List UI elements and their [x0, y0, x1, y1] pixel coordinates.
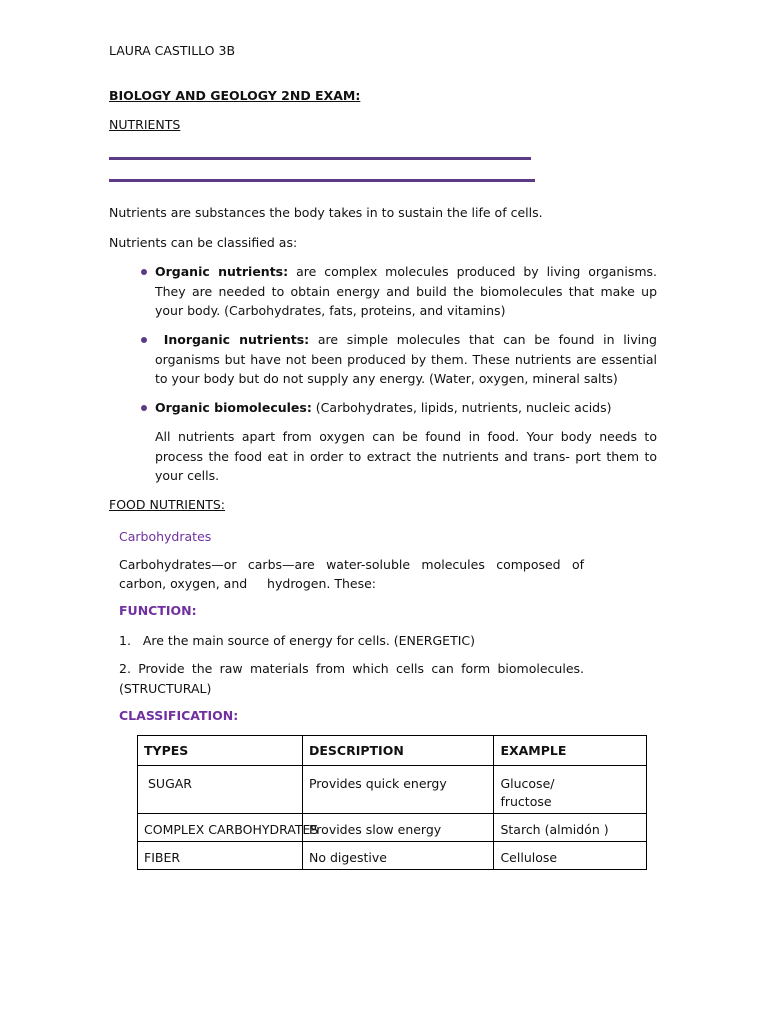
bullet-marker — [141, 405, 147, 411]
bullet-text: are complex molecules produced by living organisms. They are needed to obtain energy and build the biomolecules that make up your body. (Carbohydrates, fats, proteins, and vitamins) — [155, 264, 657, 318]
food-nutrients-title: FOOD NUTRIENTS: — [109, 497, 226, 512]
bullet-label: Organic nutrients: — [155, 264, 289, 279]
divider-line-1 — [109, 157, 531, 160]
author-header: LAURA CASTILLO 3B — [109, 43, 236, 58]
divider-line-2 — [109, 179, 535, 182]
classification-heading: CLASSIFICATION: — [119, 708, 239, 723]
exam-title: BIOLOGY AND GEOLOGY 2ND EXAM: — [109, 88, 361, 103]
table-cell: Cellulose — [494, 842, 647, 870]
table-cell: Provides slow energy — [302, 814, 493, 842]
bullet-organic-biomolecules — [155, 398, 657, 418]
bullet-organic-nutrients — [155, 262, 657, 321]
table-row — [138, 766, 647, 814]
function-item-2: 2. Provide the raw materials from which cells can form biomolecules. (STRUCTURAL) — [119, 661, 584, 696]
table-header-row — [138, 736, 647, 766]
function-heading: FUNCTION: — [119, 603, 197, 618]
bullet-text: are simple molecules that can be found in living organisms but have not been produced by them. These nutrients are essential to your body but do not supply any energy. (Water, oxygen, mineral salts) — [155, 332, 657, 386]
table-cell: Glucose/ fructose — [494, 766, 647, 814]
table-header: DESCRIPTION — [302, 736, 493, 766]
carbohydrate-classification-table — [137, 735, 647, 870]
bullet-label: Organic biomolecules: — [155, 400, 312, 415]
table-row — [138, 814, 647, 842]
classification-intro: Nutrients can be classified as: — [109, 235, 298, 250]
bullet-marker — [141, 269, 147, 275]
table-header: TYPES — [138, 736, 303, 766]
intro-paragraph: Nutrients are substances the body takes in to sustain the life of cells. — [109, 205, 543, 220]
table-cell: SUGAR — [138, 766, 303, 814]
table-cell: Provides quick energy — [302, 766, 493, 814]
table-cell: Starch (almidón ) — [494, 814, 647, 842]
bullet-text: (Carbohydrates, lipids, nutrients, nucleic acids) — [311, 400, 612, 415]
carbohydrates-line-1: Carbohydrates—or carbs—are water-soluble molecules composed of — [119, 557, 584, 572]
table-row — [138, 842, 647, 870]
carbohydrates-line-2: carbon, oxygen, and hydrogen. These: — [119, 576, 376, 591]
carbohydrates-heading: Carbohydrates — [119, 529, 212, 544]
section-title: NUTRIENTS — [109, 117, 181, 132]
bullet-inorganic-nutrients — [155, 330, 657, 389]
function-item-1: 1. Are the main source of energy for cells. (ENERGETIC) — [119, 633, 475, 648]
table-cell: No digestive — [302, 842, 493, 870]
food-nutrients-paragraph: All nutrients apart from oxygen can be found in food. Your body needs to process the food eat in order to extract the nutrients and trans- port them to your cells. — [155, 429, 657, 483]
table-header: EXAMPLE — [494, 736, 647, 766]
table-cell: COMPLEX CARBOHYDRATES — [138, 814, 303, 842]
bullet-marker — [141, 337, 147, 343]
table-cell: FIBER — [138, 842, 303, 870]
bullet-label: Inorganic nutrients: — [163, 332, 310, 347]
